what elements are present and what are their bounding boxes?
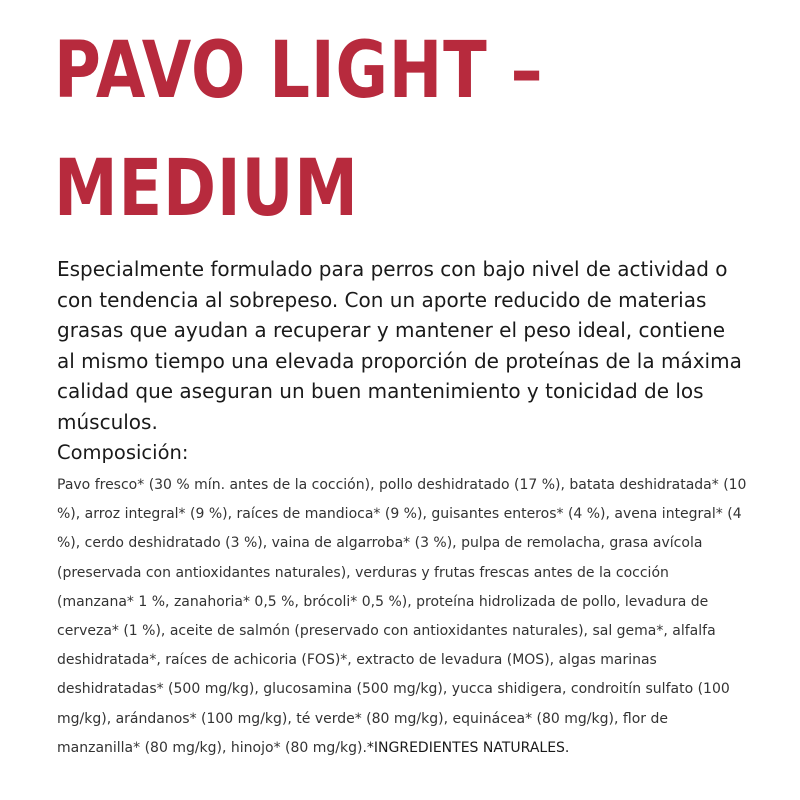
composition-ingredients: Pavo fresco* (30 % mín. antes de la cocción), pollo deshidratado (17 %), batata deshidratada* (10 %), arroz integral* (9 %), raíces de mandioca* (9 %), guisantes enteros* (4 %), avena integral* (4 %), cerdo deshidratado (3 %), vaina de algarroba* (3 %), pulpa de remolacha, grasa avícola (preservada con antioxidantes naturales), verduras y frutas frescas antes de la cocción (manzana* 1 %, zanahoria* 0,5 %, brócoli* 0,5 %), proteína hidrolizada de pollo, levadura de cerveza* (1 %), aceite de salmón (preservado con antioxidantes naturales), sal gema*, alfalfa deshidratada*, raíces de achicoria (FOS)*, extracto de levadura (MOS), algas marinas deshidratadas* (500 mg/kg), glucosamina (500 mg/kg), yucca shidigera, condroitín sulfato (100 mg/kg), arándanos* (100 mg/kg), té verde* (80 mg/kg), equinácea* (80 mg/kg), flor de manzanilla* (80 mg/kg), hinojo* (80 mg/kg). [57,477,747,756]
natural-ingredients-note: *INGREDIENTES NATURALES. [366,739,570,756]
product-title-line-2: MEDIUM [54,144,359,234]
product-description: Especialmente formulado para perros con bajo nivel de actividad o con tendencia al sobrepeso. Con un aporte reducido de materias grasas que ayudan a recuperar y mantener el peso ideal, contiene al mismo tiempo una elevada proporción de proteínas de la máxima calidad que aseguran un buen mantenimiento y tonicidad de los músculos. [57,257,742,434]
composition-heading: Composición: [57,441,189,464]
composition-text [57,471,747,763]
product-title-line-1: PAVO LIGHT – [54,26,544,116]
